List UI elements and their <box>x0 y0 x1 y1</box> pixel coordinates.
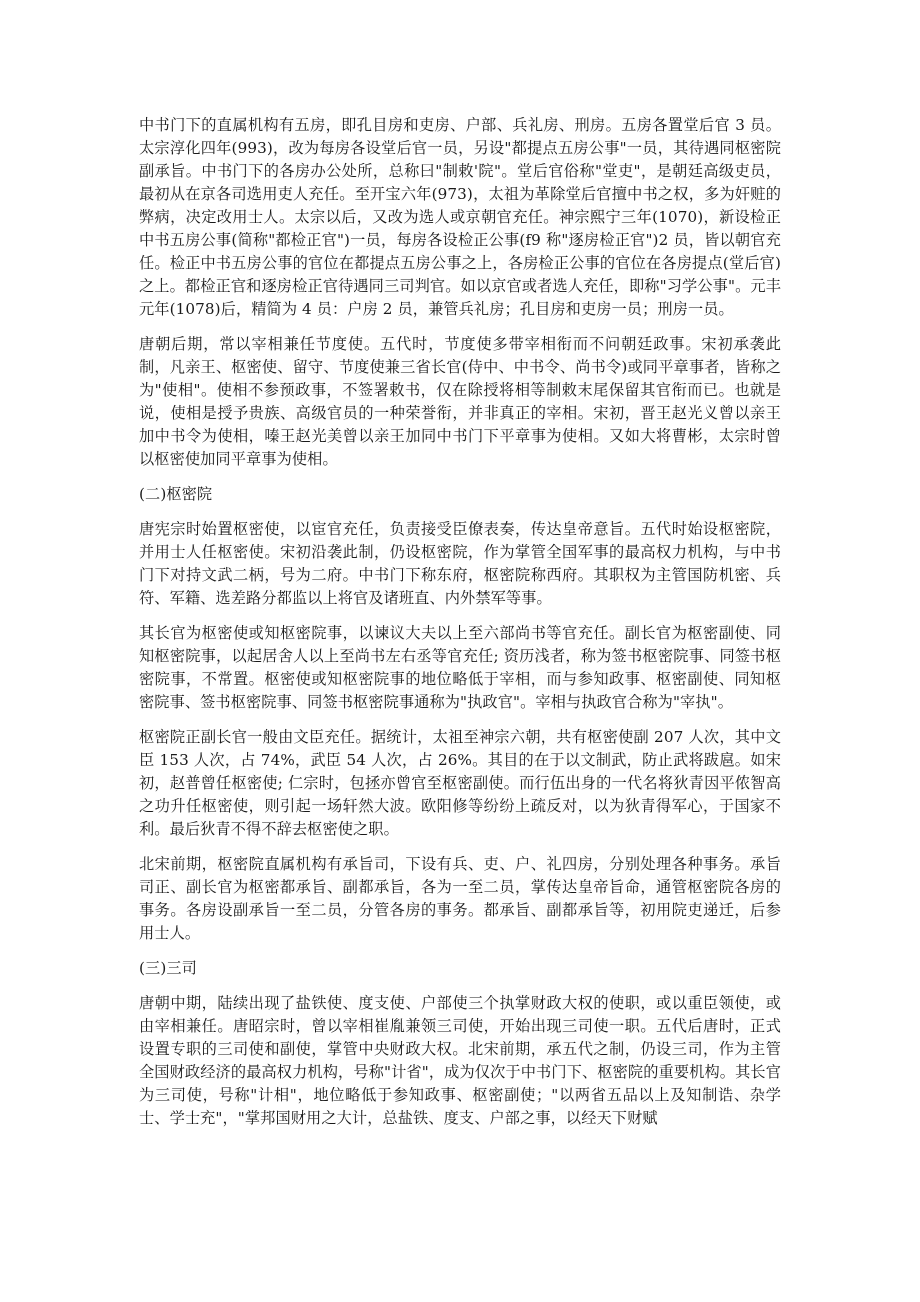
paragraph-shumiyuan-officials: 其长官为枢密使或知枢密院事，以谏议大夫以上至六部尚书等官充任。副长官为枢密副使、同知枢密院事，以起居舍人以上至尚书左右丞等官充任; 资历浅者，称为签书枢密院事、同签书枢密院事，不常置。枢密使或知枢密院事的地位略低于宰相，而与参知政事、枢密副使、同知枢密院事、签书枢密院事、同签书枢密院事通称为"执政官"。宰相与执政官合称为"宰执"。 <box>139 624 781 711</box>
paragraph-zhongshu-wufang: 中书门下的直属机构有五房，即孔目房和吏房、户部、兵礼房、刑房。五房各置堂后官 3 员。太宗淳化四年(993)，改为每房各设堂后官一员，另设"都提点五房公事"一员，其待遇同枢密院副承旨。中书门下的各房办公处所，总称曰"制敕'院"。堂后官俗称"堂吏"，是朝廷高级吏员，最初从在京各司选用吏人充任。至开宝六年(973)，太祖为革除堂后官擅中书之权，多为奸赃的弊病，决定改用士人。太宗以后，又改为选人或京朝官充任。神宗熙宁三年(1070)，新设检正中书五房公事(简称"都检正官")一员，每房各设检正公事(f9 称"逐房检正官")2 员，皆以朝官充任。检正中书五房公事的官位在都提点五房公事之上，各房检正公事的官位在各房提点(堂后官)之上。都检正官和逐房检正官待遇同三司判官。如以京官或者选人充任，即称"习学公事"。元丰元年(1078)后，精简为 4 员：户房 2 员，兼管兵礼房；孔目房和吏房一员；刑房一员。 <box>139 116 781 318</box>
paragraph-shumiyuan-civil-officials: 枢密院正副长官一般由文臣充任。据统计，太祖至神宗六朝，共有枢密使副 207 人次，其中文臣 153 人次，占 74%，武臣 54 人次，占 26%。其目的在于以文制武，防止武将跋扈。如宋初，赵普曾任枢密使; 仁宗时，包拯亦曾官至枢密副使。而行伍出身的一代名将狄青因平侬智高之功升任枢密使，则引起一场轩然大波。欧阳修等纷纷上疏反对，以为狄青得军心，于国家不利。最后狄青不得不辞去枢密使之职。 <box>139 728 781 838</box>
paragraph-sansi-origin: 唐朝中期，陆续出现了盐铁使、度支使、户部使三个执掌财政大权的使职，或以重臣领使，或由宰相兼任。唐昭宗时，曾以宰相崔胤兼领三司使，开始出现三司使一职。五代后唐时，正式设置专职的三司使和副使，掌管中央财政大权。北宋前期，承五代之制，仍设三司，作为主管全国财政经济的最高权力机构，号称"计省"，成为仅次于中书门下、枢密院的重要机构。其长官为三司使，号称"计相"，地位略低于参知政事、枢密副使；"以两省五品以上及知制诰、杂学士、学士充"，"掌邦国财用之大计，总盐铁、度支、户部之事，以经天下财赋 <box>139 994 781 1127</box>
section-heading-shumiyuan: (二)枢密院 <box>139 485 213 503</box>
paragraph-shumiyuan-origin: 唐宪宗时始置枢密使，以宦官充任，负责接受臣僚表奏，传达皇帝意旨。五代时始设枢密院，并用士人任枢密使。宋初沿袭此制，仍设枢密院，作为掌管全国军事的最高权力机构，与中书门下对持文武二柄，号为二府。中书门下称东府，枢密院称西府。其职权为主管国防机密、兵符、军籍、选差路分都监以上将官及诸班直、内外禁军等事。 <box>139 520 781 607</box>
section-heading-sansi: (三)三司 <box>139 959 197 977</box>
paragraph-shixiang: 唐朝后期，常以宰相兼任节度使。五代时，节度使多带宰相衔而不问朝廷政事。宋初承袭此制，凡亲王、枢密使、留守、节度使兼三省长官(侍中、中书令、尚书令)或同平章事者，皆称之为"使相"。使相不参预政事，不签署敕书，仅在除授将相等制敕末尾保留其官衔而已。也就是说，使相是授予贵族、高级官员的一种荣誉衔，并非真正的宰相。宋初，晋王赵光义曾以亲王加中书令为使相，嗪王赵光美曾以亲王加同中书门下平章事为使相。又如大将曹彬，太宗时曾以枢密使加同平章事为使相。 <box>139 335 781 468</box>
document-body <box>139 114 781 1142</box>
paragraph-chengzhisi: 北宋前期，枢密院直属机构有承旨司，下设有兵、吏、户、礼四房，分别处理各种事务。承旨司正、副长官为枢密都承旨、副都承旨，各为一至二员，掌传达皇帝旨命，通管枢密院各房的事务。各房设副承旨一至二员，分管各房的事务。都承旨、副都承旨等，初用院吏递迁，后参用士人。 <box>139 855 781 942</box>
